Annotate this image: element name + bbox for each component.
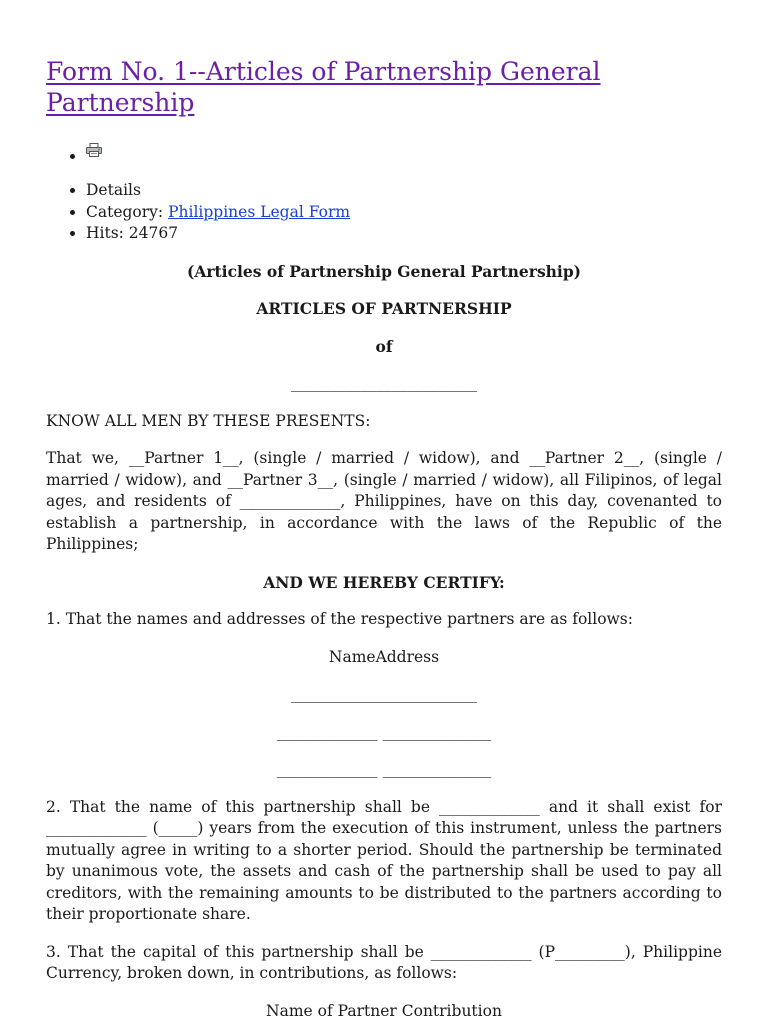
article-meta-list: [46, 180, 722, 245]
meta-hits: • Hits: 24767: [86, 223, 722, 245]
name-address-header: NameAddress: [328, 647, 440, 666]
title-link[interactable]: Form No. 1--Articles of Partnership General Partnership: [46, 57, 601, 117]
meta-details: • Details: [86, 180, 722, 202]
contribution-header: Name of Partner Contribution: [266, 1001, 502, 1020]
doc-subheading: (Articles of Partnership General Partnership): [187, 261, 581, 281]
page-title: [46, 0, 722, 118]
blank-row-2: _____________ ______________: [276, 722, 492, 741]
doc-of: of: [375, 336, 393, 356]
know-all-men: KNOW ALL MEN BY THESE PRESENTS:: [46, 411, 371, 430]
certify-heading: AND WE HEREBY CERTIFY:: [263, 572, 505, 592]
printer-icon[interactable]: [86, 142, 102, 156]
item-3: 3. That the capital of this partnership shall be _____________ (P_________), Philippine Currency, broken down, in contributions, as follows:: [46, 942, 722, 982]
action-icons-list: [46, 142, 722, 162]
blank-row-3: _____________ ______________: [276, 760, 492, 778]
partnership-name-blank: ________________________: [291, 374, 477, 392]
intro-paragraph: That we, __Partner 1__, (single / married / widow), and __Partner 2__, (single / married / widow), and __Partner 3__, (single / married / widow), all Filipinos, of legal ages, and residents of _____________, Philippines, have on this day, covenanted to establish a partnership, in accordance with the laws of the Republic of the Philippines;: [46, 449, 722, 553]
doc-heading: ARTICLES OF PARTNERSHIP: [256, 299, 512, 318]
print-list-item: [86, 142, 722, 162]
category-link[interactable]: Philippines Legal Form: [168, 202, 351, 221]
item-2: 2. That the name of this partnership shall be _____________ and it shall exist for _____________ (_____) years from the execution of this instrument, unless the partners mutually agree in writing to a shorter period. Should the partnership be terminated by unanimous vote, the assets and cash of the partnership shall be used to pay all creditors, with the remaining amounts to be distributed to the partners according to their proportionate share.: [46, 797, 722, 923]
meta-category: [86, 202, 722, 224]
category-label: Category:: [86, 202, 169, 221]
item-1: 1. That the names and addresses of the respective partners are as follows:: [46, 610, 633, 628]
blank-row-1: ________________________: [291, 685, 477, 703]
